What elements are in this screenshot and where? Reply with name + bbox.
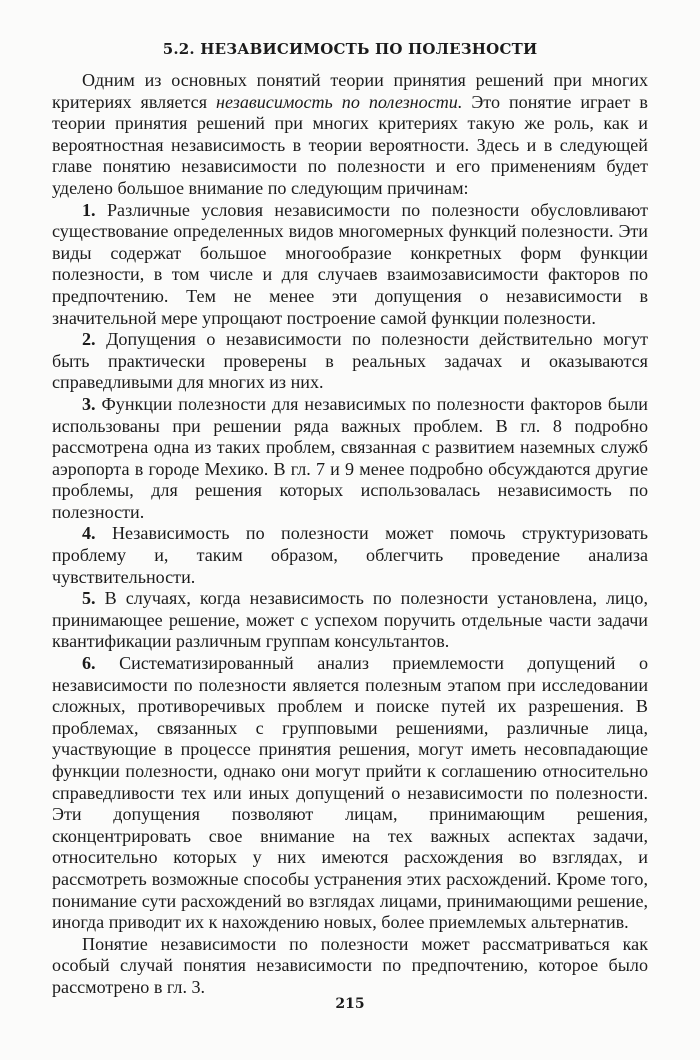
list-item-number: 6. xyxy=(82,653,96,674)
intro-paragraph xyxy=(52,70,648,200)
intro-term: независимость по полезности. xyxy=(216,91,463,112)
list-item-3 xyxy=(52,394,648,524)
section-body xyxy=(52,70,648,999)
list-item-text: Допущения о независимости по полезности действительно могут быть практически проверены в реальных задачах и оказываются справедливыми для многих из них. xyxy=(52,329,648,393)
list-item-number: 3. xyxy=(82,393,96,414)
list-item-number: 5. xyxy=(82,588,96,609)
list-item-text: Независимость по полезности может помочь структуризовать проблему и, таким образом, облегчить проведение анализа чувствительности. xyxy=(52,523,648,587)
list-item-number: 4. xyxy=(82,523,96,544)
list-item-text: Различные условия независимости по полезности обусловливают существование определенных видов многомерных функций полезности. Эти виды содержат большое многообразие конкретных форм функции полезности, в том числе и для случаев взаимозависимости факторов по предпочтению. Тем не менее эти допущения о независимости в значительной мере упрощают построение самой функции полезности. xyxy=(52,199,648,328)
list-item-text: Функции полезности для независимых по полезности факторов были использованы при решении ряда важных проблем. В гл. 8 подробно рассмотрена одна из таких проблем, связанная с развитием наземных служб аэропорта в городе Мехико. В гл. 7 и 9 менее подробно обсуждаются другие проблемы, для решения которых использовалась независимость по полезности. xyxy=(52,393,648,522)
list-item-6 xyxy=(52,653,648,934)
list-item-number: 2. xyxy=(82,329,96,350)
page-number: 215 xyxy=(335,996,365,1012)
list-item-2 xyxy=(52,329,648,394)
section-heading: 5.2. НЕЗАВИСИМОСТЬ ПО ПОЛЕЗНОСТИ xyxy=(162,40,538,58)
list-item-4 xyxy=(52,523,648,588)
list-item-text: В случаях, когда независимость по полезности установлена, лицо, принимающее решение, может с успехом поручить отдельные части задачи квантификации различным группам консультантов. xyxy=(52,588,648,652)
list-item-text: Систематизированный анализ приемлемости допущений о независимости по полезности является полезным этапом при исследовании сложных, противоречивых проблем и поиске путей их разрешения. В проблемах, связанных с групповыми решениями, различные лица, участвующие в процессе принятия решения, могут иметь несовпадающие функции полезности, однако они могут прийти к соглашению относительно справедливости тех или иных допущений о независимости по полезности. Эти допущения позволяют лицам, принимающим решения, сконцентрировать свое внимание на тех важных аспектах задачи, относительно которых у них имеются расхождения во взглядах, и рассмотреть возможные способы устранения этих расхождений. Кроме того, понимание сути расхождений во взглядах лицами, принимающими решение, иногда приводит их к нахождению новых, более приемлемых альтернатив. xyxy=(52,653,648,933)
list-item-number: 1. xyxy=(82,199,96,220)
closing-paragraph: Понятие независимости по полезности может рассматриваться как особый случай понятия независимости по предпочтению, которое было рассмотрено в гл. 3. xyxy=(52,933,648,997)
list-item-1 xyxy=(52,200,648,330)
intro-text-after: Это понятие играет в теории принятия решений при многих критериях такую же роль, как и вероятностная независимость в теории вероятности. Здесь и в следующей главе понятию независимости по полезности и его применениям будет уделено большое внимание по следующим причинам: xyxy=(52,91,648,198)
list-item-5 xyxy=(52,588,648,653)
intro-text-before: Одним из основных понятий теории принятия решений при многих критериях является xyxy=(52,70,648,112)
